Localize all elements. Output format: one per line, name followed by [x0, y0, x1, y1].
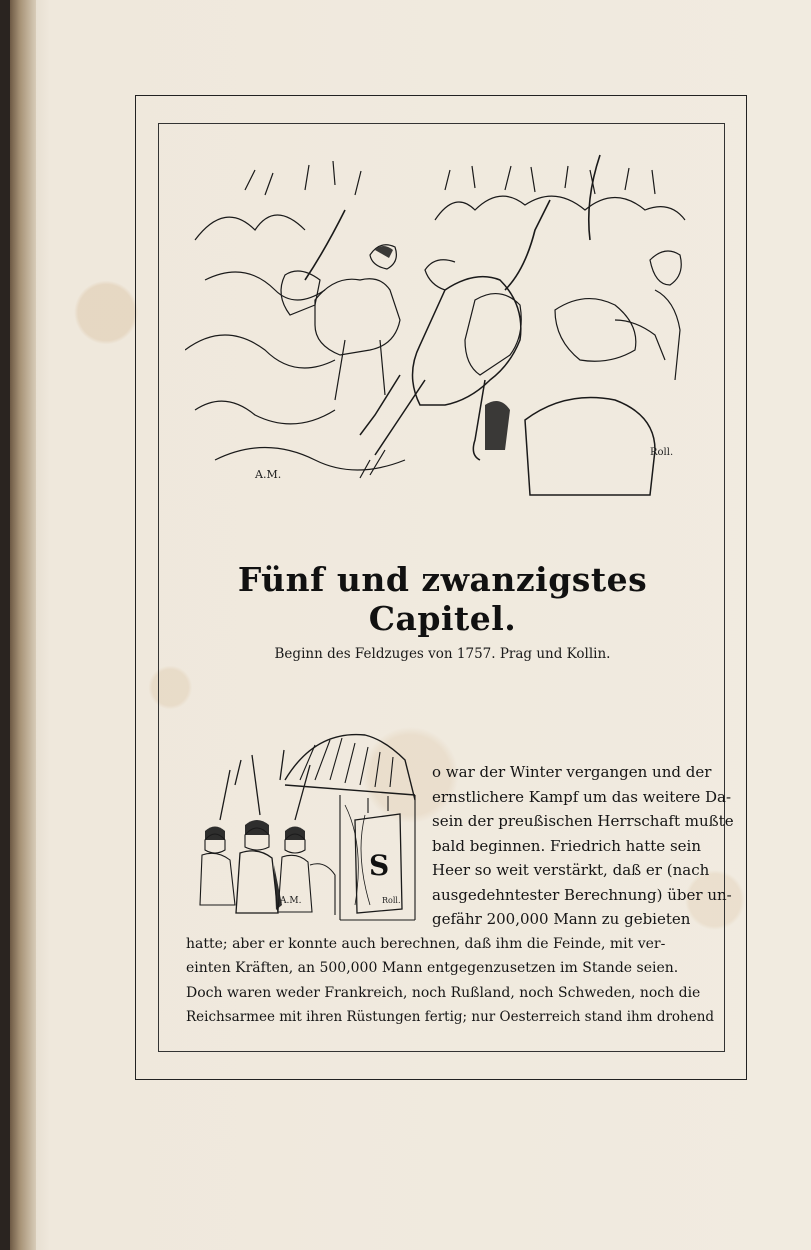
small-signature: Roll.: [382, 896, 401, 905]
soldiers-vignette-illustration: [190, 725, 425, 923]
body-line-3: sein der preußischen Herrschaft mußte: [432, 812, 734, 830]
body-line-5: Heer so weit verstärkt, daß er (nach: [432, 861, 710, 879]
top-signature: Roll.: [650, 447, 674, 458]
body-line-11: Reichsarmee mit ihren Rüstungen fertig; nur Oesterreich stand ihm drohend: [186, 1009, 715, 1025]
cavalry-battle-illustration: [185, 150, 705, 500]
body-line-2: ernstlichere Kampf um das weitere Da-: [432, 788, 732, 806]
body-line-4: bald beginnen. Friedrich hatte sein: [432, 837, 701, 855]
body-line-9: einten Kräften, an 500,000 Mann entgegenzusetzen im Stande seien.: [186, 960, 679, 976]
chapter-subtitle: Beginn des Feldzuges von 1757. Prag und Kollin.: [274, 646, 611, 662]
body-line-8: hatte; aber er konnte auch berechnen, daß ihm die Feinde, mit ver-: [186, 936, 666, 952]
body-line-7: gefähr 200,000 Mann zu gebieten: [432, 910, 691, 928]
body-line-10: Doch waren weder Frankreich, noch Rußland, noch Schweden, noch die: [186, 985, 701, 1001]
body-line-6: ausgedehntester Berechnung) über un-: [432, 886, 732, 904]
chapter-title: Fünf und zwanzigstes Capitel.: [237, 560, 648, 638]
sign-letter: S: [369, 849, 390, 882]
book-spine: [10, 0, 36, 1250]
body-line-1: o war der Winter vergangen und der: [432, 763, 712, 781]
small-monogram: A.M.: [280, 896, 302, 906]
top-monogram: A.M.: [255, 468, 282, 481]
